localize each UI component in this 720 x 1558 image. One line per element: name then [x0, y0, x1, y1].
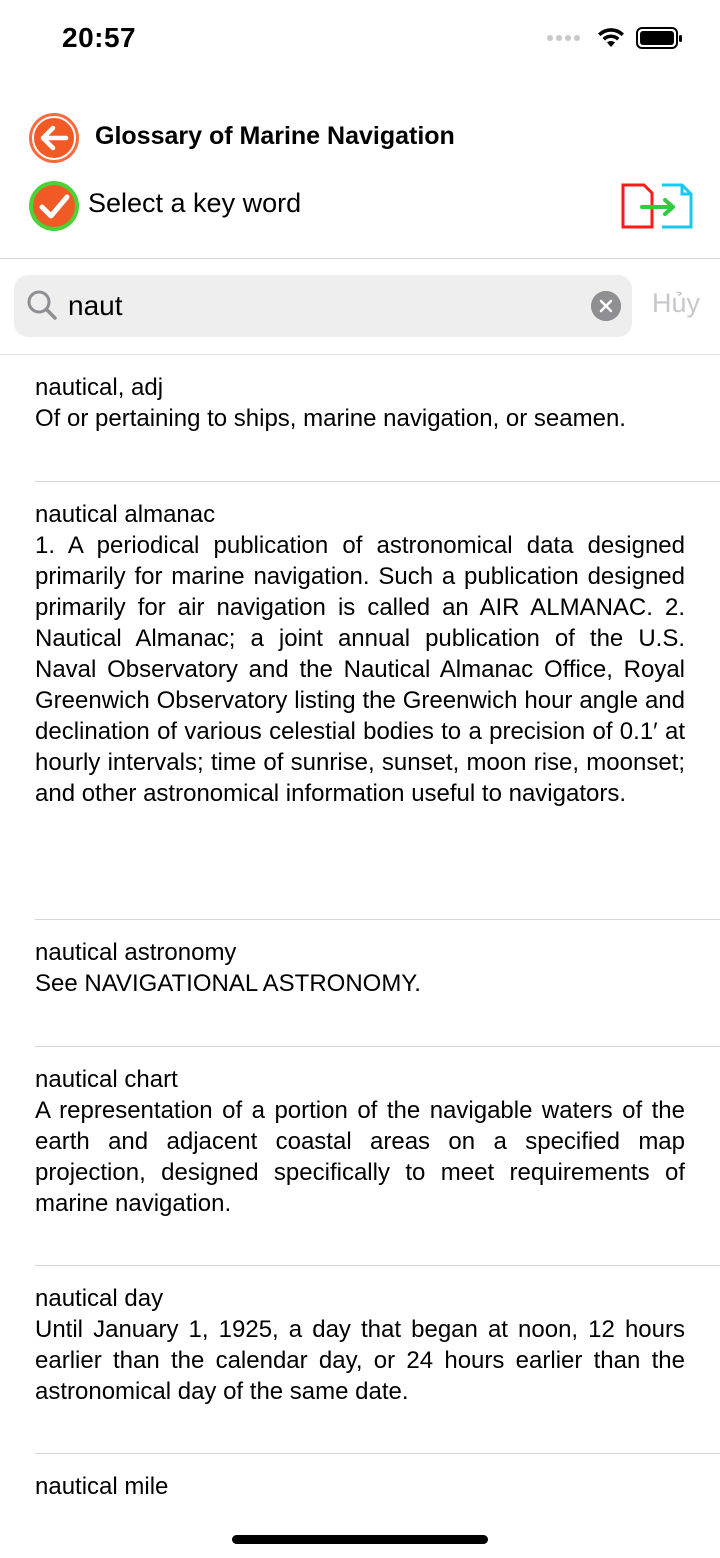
battery-icon — [636, 26, 684, 50]
wifi-icon — [596, 27, 626, 49]
list-item[interactable] — [0, 1454, 720, 1532]
status-bar — [0, 0, 720, 80]
status-time: 20:57 — [62, 22, 137, 53]
glossary-list — [0, 355, 720, 1532]
list-item[interactable] — [0, 355, 720, 482]
header — [0, 100, 720, 259]
entry-definition: See NAVIGATIONAL ASTRONOMY. — [35, 970, 421, 997]
entry-term: nautical, adj — [35, 374, 164, 401]
search-input[interactable] — [68, 283, 578, 329]
entry-term: nautical astronomy — [35, 939, 237, 966]
entry-term: nautical almanac — [35, 501, 216, 528]
entry-term: nautical mile — [35, 1473, 169, 1500]
status-icons — [547, 26, 684, 50]
entry-definition: Until January 1, 1925, a day that began at noon, 12 hours earlier than the calendar day, or 24 hours earlier than the astronomical day of the same date. — [35, 1316, 685, 1405]
entry-term: nautical day — [35, 1285, 164, 1312]
search-icon — [26, 289, 58, 321]
cancel-button[interactable]: Hủy — [652, 288, 701, 318]
entry-definition: 1. A periodical publication of astronomical data designed primarily for marine navigation. Such a publication designed primarily for air navigation is called an AIR ALMANAC. 2. Nautical Almanac; a joint annual publication of the U.S. Naval Observatory and the Nautical Almanac Office, Royal Greenwich Observatory listing the Greenwich hour angle and declination of various celestial bodies to a precision of 0.1′ at hourly intervals; time of sunrise, sunset, moon rise, moonset; and other astronomical information useful to navigators. — [35, 532, 685, 807]
checkmark-icon — [28, 180, 80, 232]
entry-definition: A representation of a portion of the navigable waters of the earth and adjacent coastal areas on a specified map projection, designed specifically to meet requirements of marine navigation. — [35, 1097, 685, 1217]
cellular-signal-icon — [547, 35, 580, 41]
search-field[interactable] — [14, 275, 632, 337]
list-item[interactable] — [0, 1266, 720, 1454]
home-indicator — [232, 1535, 488, 1544]
list-item[interactable] — [0, 920, 720, 1047]
clear-icon[interactable] — [591, 291, 621, 321]
share-icon[interactable] — [620, 182, 694, 230]
entry-definition: Of or pertaining to ships, marine navigation, or seamen. — [35, 405, 626, 432]
entry-term: nautical chart — [35, 1066, 178, 1093]
page-title: Glossary of Marine Navigation — [95, 122, 455, 150]
list-item[interactable] — [0, 1047, 720, 1266]
subtitle: Select a key word — [88, 188, 302, 218]
search-row — [0, 258, 720, 355]
back-arrow-icon[interactable] — [28, 112, 80, 164]
list-item[interactable] — [0, 482, 720, 920]
